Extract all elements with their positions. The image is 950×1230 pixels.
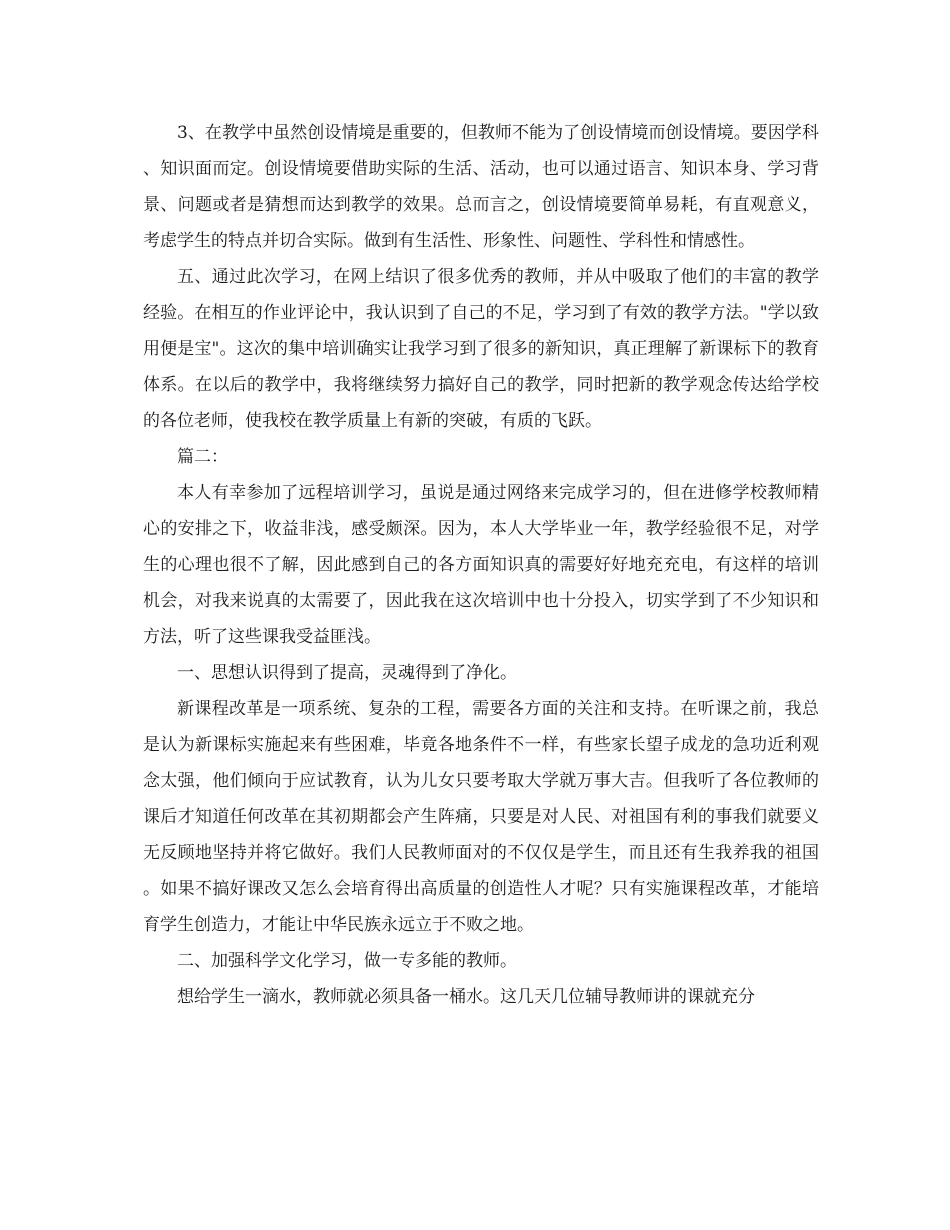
paragraph-section-five: 五、通过此次学习，在网上结识了很多优秀的教师，并从中吸取了他们的丰富的教学经验。在相互的作业评论中，我认识到了自己的不足，学习到了有效的教学方法。"学以致用便是宝"。这次的集中培训确实让我学习到了很多的新知识，真正理解了新课标下的教育体系。在以后的教学中，我将继续努力搞好自己的教学，同时把新的教学观念传达给学校的各位老师，使我校在教学质量上有新的突破，有质的飞跃。	[143, 267, 819, 431]
paragraph-part-two-heading: 篇二：	[177, 447, 228, 467]
paragraph-heading-two: 二、加强科学文化学习，做一专多能的教师。	[177, 951, 517, 971]
paragraph-teacher-knowledge: 想给学生一滴水，教师就必须具备一桶水。这几天几位辅导教师讲的课就充分	[177, 987, 755, 1007]
paragraph-heading-one: 一、思想认识得到了提高，灵魂得到了净化。	[177, 663, 517, 683]
paragraph-situation-creation: 3、在教学中虽然创设情境是重要的，但教师不能为了创设情境而创设情境。要因学科、知识面而定。创设情境要借助实际的生活、活动，也可以通过语言、知识本身、学习背景、问题或者是猜想而达到教学的效果。总而言之，创设情境要简单易耗，有直观意义，考虑学生的特点并切合实际。做到有生活性、形象性、问题性、学科性和情感性。	[143, 123, 819, 251]
document-body	[143, 115, 819, 1015]
paragraph-remote-training: 本人有幸参加了远程培训学习，虽说是通过网络来完成学习的，但在进修学校教师精心的安排之下，收益非浅，感受颇深。因为，本人大学毕业一年，教学经验很不足，对学生的心理也很不了解，因此感到自己的各方面知识真的需要好好地充充电，有这样的培训机会，对我来说真的太需要了，因此我在这次培训中也十分投入，切实学到了不少知识和方法，听了这些课我受益匪浅。	[143, 483, 819, 647]
paragraph-curriculum-reform: 新课程改革是一项系统、复杂的工程，需要各方面的关注和支持。在听课之前，我总是认为新课标实施起来有些困难，毕竟各地条件不一样，有些家长望子成龙的急功近利观念太强，他们倾向于应试教育，认为儿女只要考取大学就万事大吉。但我听了各位教师的课后才知道任何改革在其初期都会产生阵痛，只要是对人民、对祖国有利的事我们就要义无反顾地坚持并将它做好。我们人民教师面对的不仅仅是学生，而且还有生我养我的祖国。如果不搞好课改又怎么会培育得出高质量的创造性人才呢？只有实施课程改革，才能培育学生创造力，才能让中华民族永远立于不败之地。	[143, 699, 819, 935]
